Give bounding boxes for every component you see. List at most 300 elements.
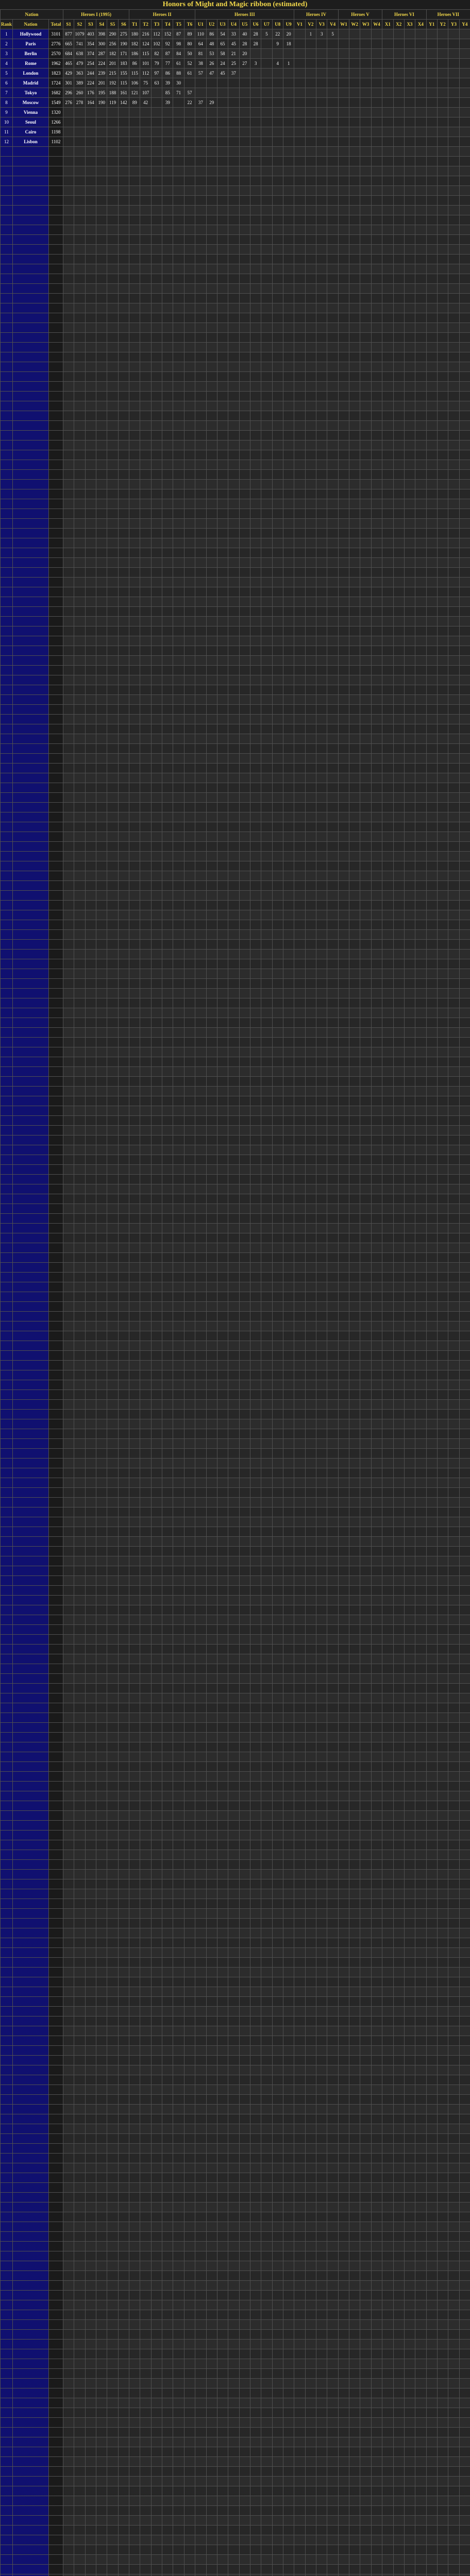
row-rank: 5 [1,69,13,78]
table-row[interactable] [1,705,470,715]
table-row[interactable] [1,421,470,431]
row-cell [393,88,404,98]
table-row[interactable] [1,989,470,998]
table-row[interactable] [1,196,470,206]
table-row[interactable] [1,235,470,245]
table-row[interactable] [1,998,470,1008]
column-header[interactable]: Rank [1,20,13,29]
column-header[interactable]: S4 [96,20,107,29]
row-cell [404,499,415,509]
column-header[interactable]: Y4 [459,20,470,29]
table-row[interactable] [1,538,470,548]
row-cell [382,930,393,940]
table-row[interactable] [1,294,470,303]
table-row[interactable] [1,578,470,587]
row-cell [239,1057,250,1067]
table-row[interactable] [1,666,470,675]
row-cell [107,1204,118,1214]
row-cell [118,636,129,646]
table-row[interactable] [1,764,470,773]
table-row[interactable] [1,744,470,754]
column-header[interactable]: Total [49,20,63,29]
table-row[interactable] [1,1116,470,1126]
table-row[interactable] [1,656,470,666]
row-cell [1,969,13,979]
row-cell [162,1018,173,1028]
table-row[interactable] [1,225,470,235]
table-row[interactable] [1,1028,470,1038]
row-cell [96,1077,107,1087]
row-cell [448,783,459,793]
row-cell [272,303,283,313]
table-row[interactable] [1,470,470,480]
row-cell [393,734,404,744]
row-cell [272,558,283,568]
row-cell [283,793,294,803]
table-row[interactable] [1,59,470,69]
table-row[interactable] [1,147,470,157]
table-row[interactable] [1,969,470,979]
row-cell [49,303,63,313]
table-row[interactable] [1,617,470,626]
table-row[interactable] [1,206,470,215]
table-row[interactable] [1,127,470,137]
row-cell [272,480,283,489]
row-cell [349,49,360,59]
row-cell [404,597,415,607]
table-row[interactable] [1,822,470,832]
table-row[interactable] [1,215,470,225]
row-cell [184,245,195,255]
table-row[interactable] [1,607,470,617]
table-row[interactable] [1,362,470,372]
column-header[interactable]: U6 [250,20,261,29]
table-row[interactable] [1,695,470,705]
table-row[interactable] [1,910,470,920]
row-cell [250,529,261,538]
table-row[interactable] [1,901,470,910]
column-header[interactable]: S3 [85,20,96,29]
column-header[interactable]: Y3 [448,20,459,29]
table-row[interactable] [1,166,470,176]
column-header[interactable]: X2 [393,20,404,29]
row-cell [228,695,239,705]
table-row[interactable] [1,440,470,450]
column-header[interactable]: Nation [13,20,49,29]
row-cell [426,901,437,910]
table-row[interactable] [1,1067,470,1077]
row-cell [327,803,338,812]
column-header[interactable]: T5 [173,20,184,29]
table-row[interactable] [1,881,470,891]
table-row[interactable] [1,323,470,333]
row-cell [250,235,261,245]
row-cell [272,186,283,196]
row-cell [382,440,393,450]
table-row[interactable] [1,1155,470,1165]
column-header[interactable]: W1 [338,20,349,29]
row-cell [118,1136,129,1145]
table-row[interactable] [1,176,470,186]
row-cell [338,313,349,323]
table-row[interactable] [1,98,470,108]
row-cell [283,147,294,157]
table-row[interactable] [1,871,470,881]
column-header[interactable]: S6 [118,20,129,29]
table-row[interactable] [1,685,470,695]
row-cell [63,274,74,284]
table-row[interactable] [1,1077,470,1087]
row-cell [162,803,173,812]
table-row[interactable] [1,29,470,39]
table-row[interactable] [1,509,470,519]
row-cell [63,871,74,881]
table-row[interactable] [1,626,470,636]
table-row[interactable] [1,343,470,352]
row-cell [129,842,140,852]
row-cell [393,832,404,842]
table-row[interactable] [1,392,470,401]
column-header[interactable]: W2 [349,20,360,29]
table-row[interactable] [1,979,470,989]
table-row[interactable] [1,157,470,166]
table-row[interactable] [1,1008,470,1018]
table-row[interactable] [1,812,470,822]
row-cell [283,881,294,891]
row-cell [13,245,49,255]
row-cell [151,450,162,460]
row-cell [239,724,250,734]
table-row[interactable] [1,646,470,656]
row-cell [349,901,360,910]
row-cell [118,656,129,666]
row-cell [305,861,316,871]
row-cell [118,255,129,264]
row-cell [239,176,250,186]
row-cell [415,764,426,773]
row-cell [360,793,371,803]
row-cell [173,822,184,832]
row-cell [283,499,294,509]
row-cell [206,480,217,489]
table-row[interactable] [1,333,470,343]
table-row[interactable] [1,313,470,323]
table-row[interactable] [1,959,470,969]
column-header[interactable]: X1 [382,20,393,29]
row-cell [426,822,437,832]
table-row[interactable] [1,39,470,49]
column-header[interactable]: W4 [371,20,382,29]
row-cell [129,460,140,470]
table-row[interactable] [1,78,470,88]
row-cell [228,529,239,538]
row-cell [426,666,437,675]
row-cell [349,1096,360,1106]
table-row[interactable] [1,303,470,313]
row-cell [349,959,360,969]
table-row[interactable] [1,1047,470,1057]
row-cell [272,832,283,842]
table-row[interactable] [1,1184,470,1194]
table-row[interactable] [1,1204,470,1214]
row-cell [338,274,349,284]
table-row[interactable] [1,450,470,460]
row-cell [228,548,239,558]
table-row[interactable] [1,852,470,861]
table-row[interactable] [1,245,470,255]
table-row[interactable] [1,1136,470,1145]
row-cell [239,245,250,255]
row-cell [1,930,13,940]
row-cell [393,225,404,235]
row-cell [305,646,316,656]
row-cell [217,959,228,969]
table-row[interactable] [1,724,470,734]
column-header[interactable]: U5 [239,20,250,29]
table-row[interactable] [1,832,470,842]
table-row[interactable] [1,137,470,147]
row-cell [250,842,261,852]
table-row[interactable] [1,675,470,685]
column-header[interactable]: T1 [129,20,140,29]
column-header[interactable]: T3 [151,20,162,29]
row-cell [426,225,437,235]
column-header[interactable]: T4 [162,20,173,29]
row-cell [349,1077,360,1087]
table-row[interactable] [1,489,470,499]
table-row[interactable] [1,186,470,196]
row-cell [437,519,448,529]
table-row[interactable] [1,715,470,724]
row-total: 1102 [49,137,63,147]
row-cell [140,754,151,764]
table-row[interactable] [1,1057,470,1067]
table-row[interactable] [1,284,470,294]
row-cell [459,930,470,940]
table-row[interactable] [1,783,470,793]
column-header[interactable]: V1 [294,20,305,29]
table-row[interactable] [1,1018,470,1028]
row-cell [173,548,184,558]
column-header[interactable]: U4 [228,20,239,29]
table-row[interactable] [1,1126,470,1136]
row-cell [294,764,305,773]
row-cell [49,969,63,979]
column-header[interactable]: Y2 [437,20,448,29]
table-row[interactable] [1,264,470,274]
row-cell [382,920,393,930]
row-cell [239,137,250,147]
table-row[interactable] [1,274,470,284]
table-row[interactable] [1,548,470,558]
row-cell [129,715,140,724]
row-cell: 25 [228,59,239,69]
row-cell [151,1145,162,1155]
table-row[interactable] [1,587,470,597]
row-cell [360,764,371,773]
table-row[interactable] [1,793,470,803]
column-header[interactable]: S2 [74,20,85,29]
row-cell [437,744,448,754]
table-row[interactable] [1,499,470,509]
table-row[interactable] [1,1106,470,1116]
row-cell [173,1165,184,1175]
row-cell [250,352,261,362]
row-cell [261,225,272,235]
row-cell [316,832,327,842]
column-header[interactable]: S1 [63,20,74,29]
table-row[interactable] [1,891,470,901]
table-row[interactable] [1,930,470,940]
column-header[interactable]: X3 [404,20,415,29]
table-row[interactable] [1,1165,470,1175]
row-cell [118,382,129,392]
row-cell [217,333,228,343]
table-row[interactable] [1,411,470,421]
row-cell [118,147,129,157]
table-row[interactable] [1,803,470,812]
row-rank: 4 [1,59,13,69]
column-header[interactable]: S5 [107,20,118,29]
row-cell [448,675,459,685]
row-cell [151,881,162,891]
table-row[interactable] [1,460,470,470]
row-cell [85,450,96,460]
row-cell [283,636,294,646]
column-header[interactable]: V4 [327,20,338,29]
column-header[interactable]: U8 [272,20,283,29]
table-row[interactable] [1,352,470,362]
column-header[interactable]: T2 [140,20,151,29]
row-cell [294,773,305,783]
row-cell [393,754,404,764]
row-cell [272,910,283,920]
row-cell [349,842,360,852]
table-row[interactable] [1,431,470,440]
table-row[interactable] [1,1175,470,1184]
row-cell [371,842,382,852]
row-cell [404,264,415,274]
table-row[interactable] [1,754,470,764]
row-cell [250,225,261,235]
row-cell [1,861,13,871]
table-row[interactable] [1,861,470,871]
row-cell [49,950,63,959]
table-row[interactable] [1,558,470,568]
column-header[interactable]: U3 [217,20,228,29]
column-header[interactable]: Y1 [426,20,437,29]
row-cell [195,401,206,411]
table-row[interactable] [1,108,470,117]
row-cell [118,1047,129,1057]
row-cell [459,284,470,294]
table-row[interactable] [1,1087,470,1096]
row-cell: 64 [195,39,206,49]
row-cell [162,529,173,538]
row-cell [305,450,316,460]
row-cell [162,127,173,137]
table-row[interactable] [1,773,470,783]
row-cell [316,744,327,754]
row-cell: 638 [74,49,85,59]
row-cell [162,861,173,871]
table-row[interactable] [1,529,470,538]
table-row[interactable] [1,519,470,529]
table-row[interactable] [1,597,470,607]
row-cell [151,538,162,548]
table-row[interactable] [1,401,470,411]
table-row[interactable] [1,1194,470,1204]
table-row[interactable] [1,255,470,264]
row-cell [393,568,404,578]
table-row[interactable] [1,69,470,78]
column-header[interactable]: V2 [305,20,316,29]
row-cell [184,724,195,734]
row-cell [459,225,470,235]
row-cell [459,724,470,734]
table-row[interactable] [1,117,470,127]
row-cell [63,411,74,421]
row-cell [382,910,393,920]
table-row[interactable] [1,920,470,930]
table-row[interactable] [1,49,470,59]
row-cell [74,294,85,303]
column-header[interactable]: U1 [195,20,206,29]
column-header[interactable]: U9 [283,20,294,29]
column-header[interactable]: U7 [261,20,272,29]
row-cell [195,509,206,519]
group-header: Heroes VI [382,10,426,20]
row-cell [239,744,250,754]
table-row[interactable] [1,734,470,744]
column-header[interactable]: U2 [206,20,217,29]
row-cell [250,157,261,166]
row-cell [74,166,85,176]
table-row[interactable] [1,568,470,578]
column-header[interactable]: V3 [316,20,327,29]
table-row[interactable] [1,382,470,392]
table-row[interactable] [1,480,470,489]
row-cell [206,225,217,235]
table-row[interactable] [1,1096,470,1106]
row-cell [184,1136,195,1145]
table-row[interactable] [1,842,470,852]
row-cell [404,127,415,137]
row-cell [140,558,151,568]
row-cell [173,440,184,450]
row-cell [349,695,360,705]
table-row[interactable] [1,1145,470,1155]
table-row[interactable] [1,940,470,950]
table-row[interactable] [1,372,470,382]
column-header[interactable]: T6 [184,20,195,29]
table-row[interactable] [1,636,470,646]
column-header[interactable]: X4 [415,20,426,29]
row-cell [63,910,74,920]
row-cell [173,646,184,656]
table-row[interactable] [1,950,470,959]
column-header[interactable]: W3 [360,20,371,29]
row-cell [459,440,470,450]
row-cell [305,803,316,812]
table-row[interactable] [1,1038,470,1047]
row-cell [448,685,459,695]
row-cell [173,157,184,166]
table-row[interactable] [1,88,470,98]
row-cell [195,460,206,470]
row-cell [349,587,360,597]
row-cell [206,901,217,910]
